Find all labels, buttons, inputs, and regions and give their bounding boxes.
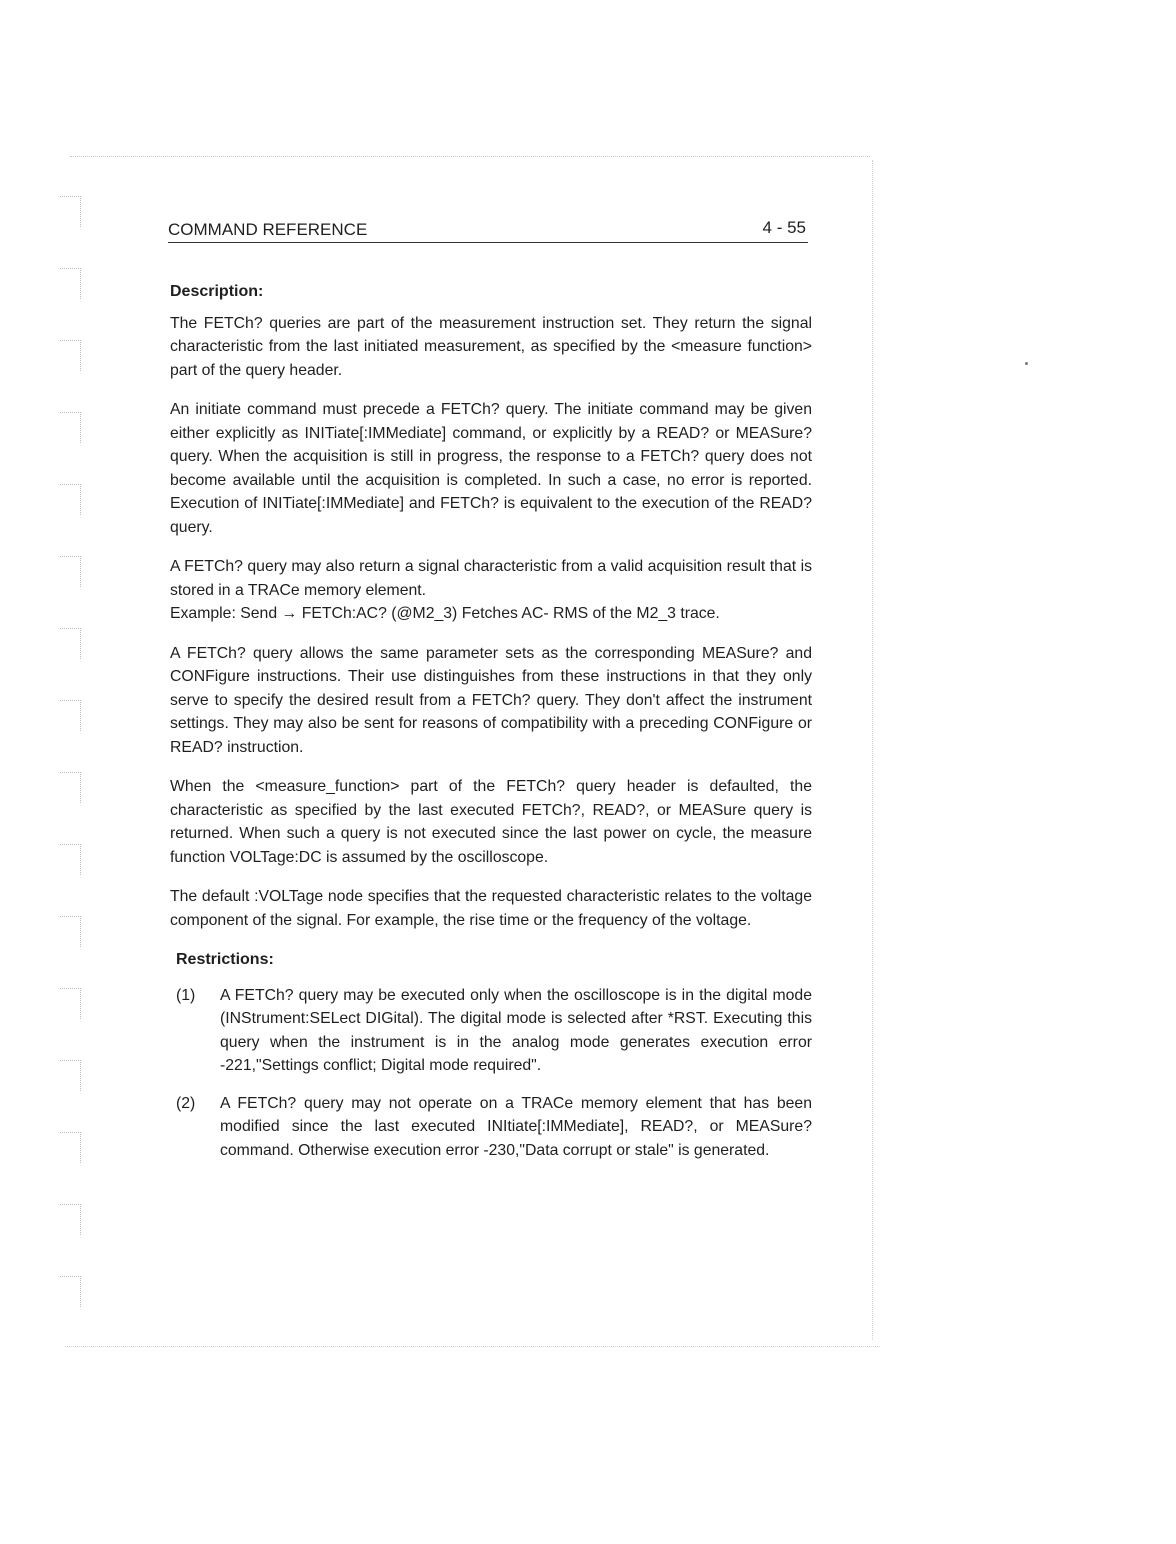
binder-hole-mark — [60, 916, 81, 947]
binder-hole-mark — [60, 340, 81, 371]
scan-speck — [1025, 362, 1028, 365]
running-header — [168, 218, 808, 243]
description-paragraph-with-example — [170, 555, 812, 626]
description-paragraph: When the <measure_function> part of the FETCh? query header is defaulted, the characteristic as specified by the last executed FETCh?, READ?, or MEASure query is returned. When such a query is not executed since the last power on cycle, the measure function VOLTage:DC is assumed by the oscilloscope. — [170, 778, 812, 866]
binder-hole-mark — [60, 844, 81, 875]
page-number: 4 - 55 — [762, 218, 806, 237]
description-paragraph: A FETCh? query allows the same parameter sets as the corresponding MEASure? and CONFigure instructions. Their use distinguishes from these instructions in that they only serve to specify the desired result from a FETCh? query. They don't affect the instrument settings. They may also be sent for reasons of compatibility with a preceding CONFigure or READ? instruction. — [170, 644, 812, 756]
restriction-item — [170, 984, 812, 1078]
restriction-number: (2) — [176, 1094, 196, 1112]
example-line: Example: Send → FETCh:AC? (@M2_3) Fetches AC- RMS of the M2_3 trace. — [170, 605, 720, 622]
binder-hole-mark — [60, 556, 81, 587]
restriction-text: A FETCh? query may be executed only when the oscilloscope is in the digital mode (INStrument:SELect DIGital). The digital mode is selected after *RST. Executing this query when the instrument is in the analog mode generates execution error -221,"Settings conflict; Digital mode required". — [220, 986, 812, 1074]
description-paragraph: An initiate command must precede a FETCh? query. The initiate command may be given either explicitly as INITiate[:IMMediate] command, or explicitly by a READ? or MEASure? query. When the acquisition is still in progress, the response to a FETCh? query does not become available until the acquisition is completed. In such a case, no error is reported. Execution of INITiate[:IMMediate] and FETCh? is equivalent to the execution of the READ? query. — [170, 401, 812, 536]
description-paragraph: A FETCh? query may also return a signal characteristic from a valid acquisition result that is stored in a TRACe memory element. — [170, 558, 812, 599]
description-paragraph: The default :VOLTage node specifies that the requested characteristic relates to the voltage component of the signal. For example, the rise time or the frequency of the voltage. — [170, 888, 812, 929]
scan-edge-right — [872, 160, 873, 1340]
binder-hole-mark — [60, 1276, 81, 1307]
binder-hole-mark — [60, 700, 81, 731]
binder-hole-mark — [60, 772, 81, 803]
restriction-text: A FETCh? query may not operate on a TRACe memory element that has been modified since the last executed INItiate[:IMMediate], READ?, or MEASure? command. Otherwise execution error -230,"Data corrupt or stale" is generated. — [220, 1094, 812, 1159]
scan-edge-top — [70, 156, 870, 157]
page-body — [170, 280, 812, 1176]
binder-hole-mark — [60, 268, 81, 299]
binder-hole-mark — [60, 196, 81, 227]
description-heading: Description: — [170, 283, 264, 300]
binder-hole-mark — [60, 628, 81, 659]
restriction-item — [170, 1092, 812, 1163]
binder-hole-mark — [60, 1060, 81, 1091]
binder-hole-mark — [60, 484, 81, 515]
binder-hole-mark — [60, 412, 81, 443]
scan-edge-bottom — [65, 1346, 880, 1347]
binder-hole-mark — [60, 988, 81, 1019]
restrictions-heading: Restrictions: — [176, 951, 274, 968]
section-title: COMMAND REFERENCE — [168, 220, 368, 239]
binder-hole-mark — [60, 1132, 81, 1163]
description-paragraph: The FETCh? queries are part of the measurement instruction set. They return the signal characteristic from the last initiated measurement, as specified by the <measure function> part of the query header. — [170, 314, 812, 379]
binder-hole-mark — [60, 1204, 81, 1235]
restriction-number: (1) — [176, 986, 196, 1004]
